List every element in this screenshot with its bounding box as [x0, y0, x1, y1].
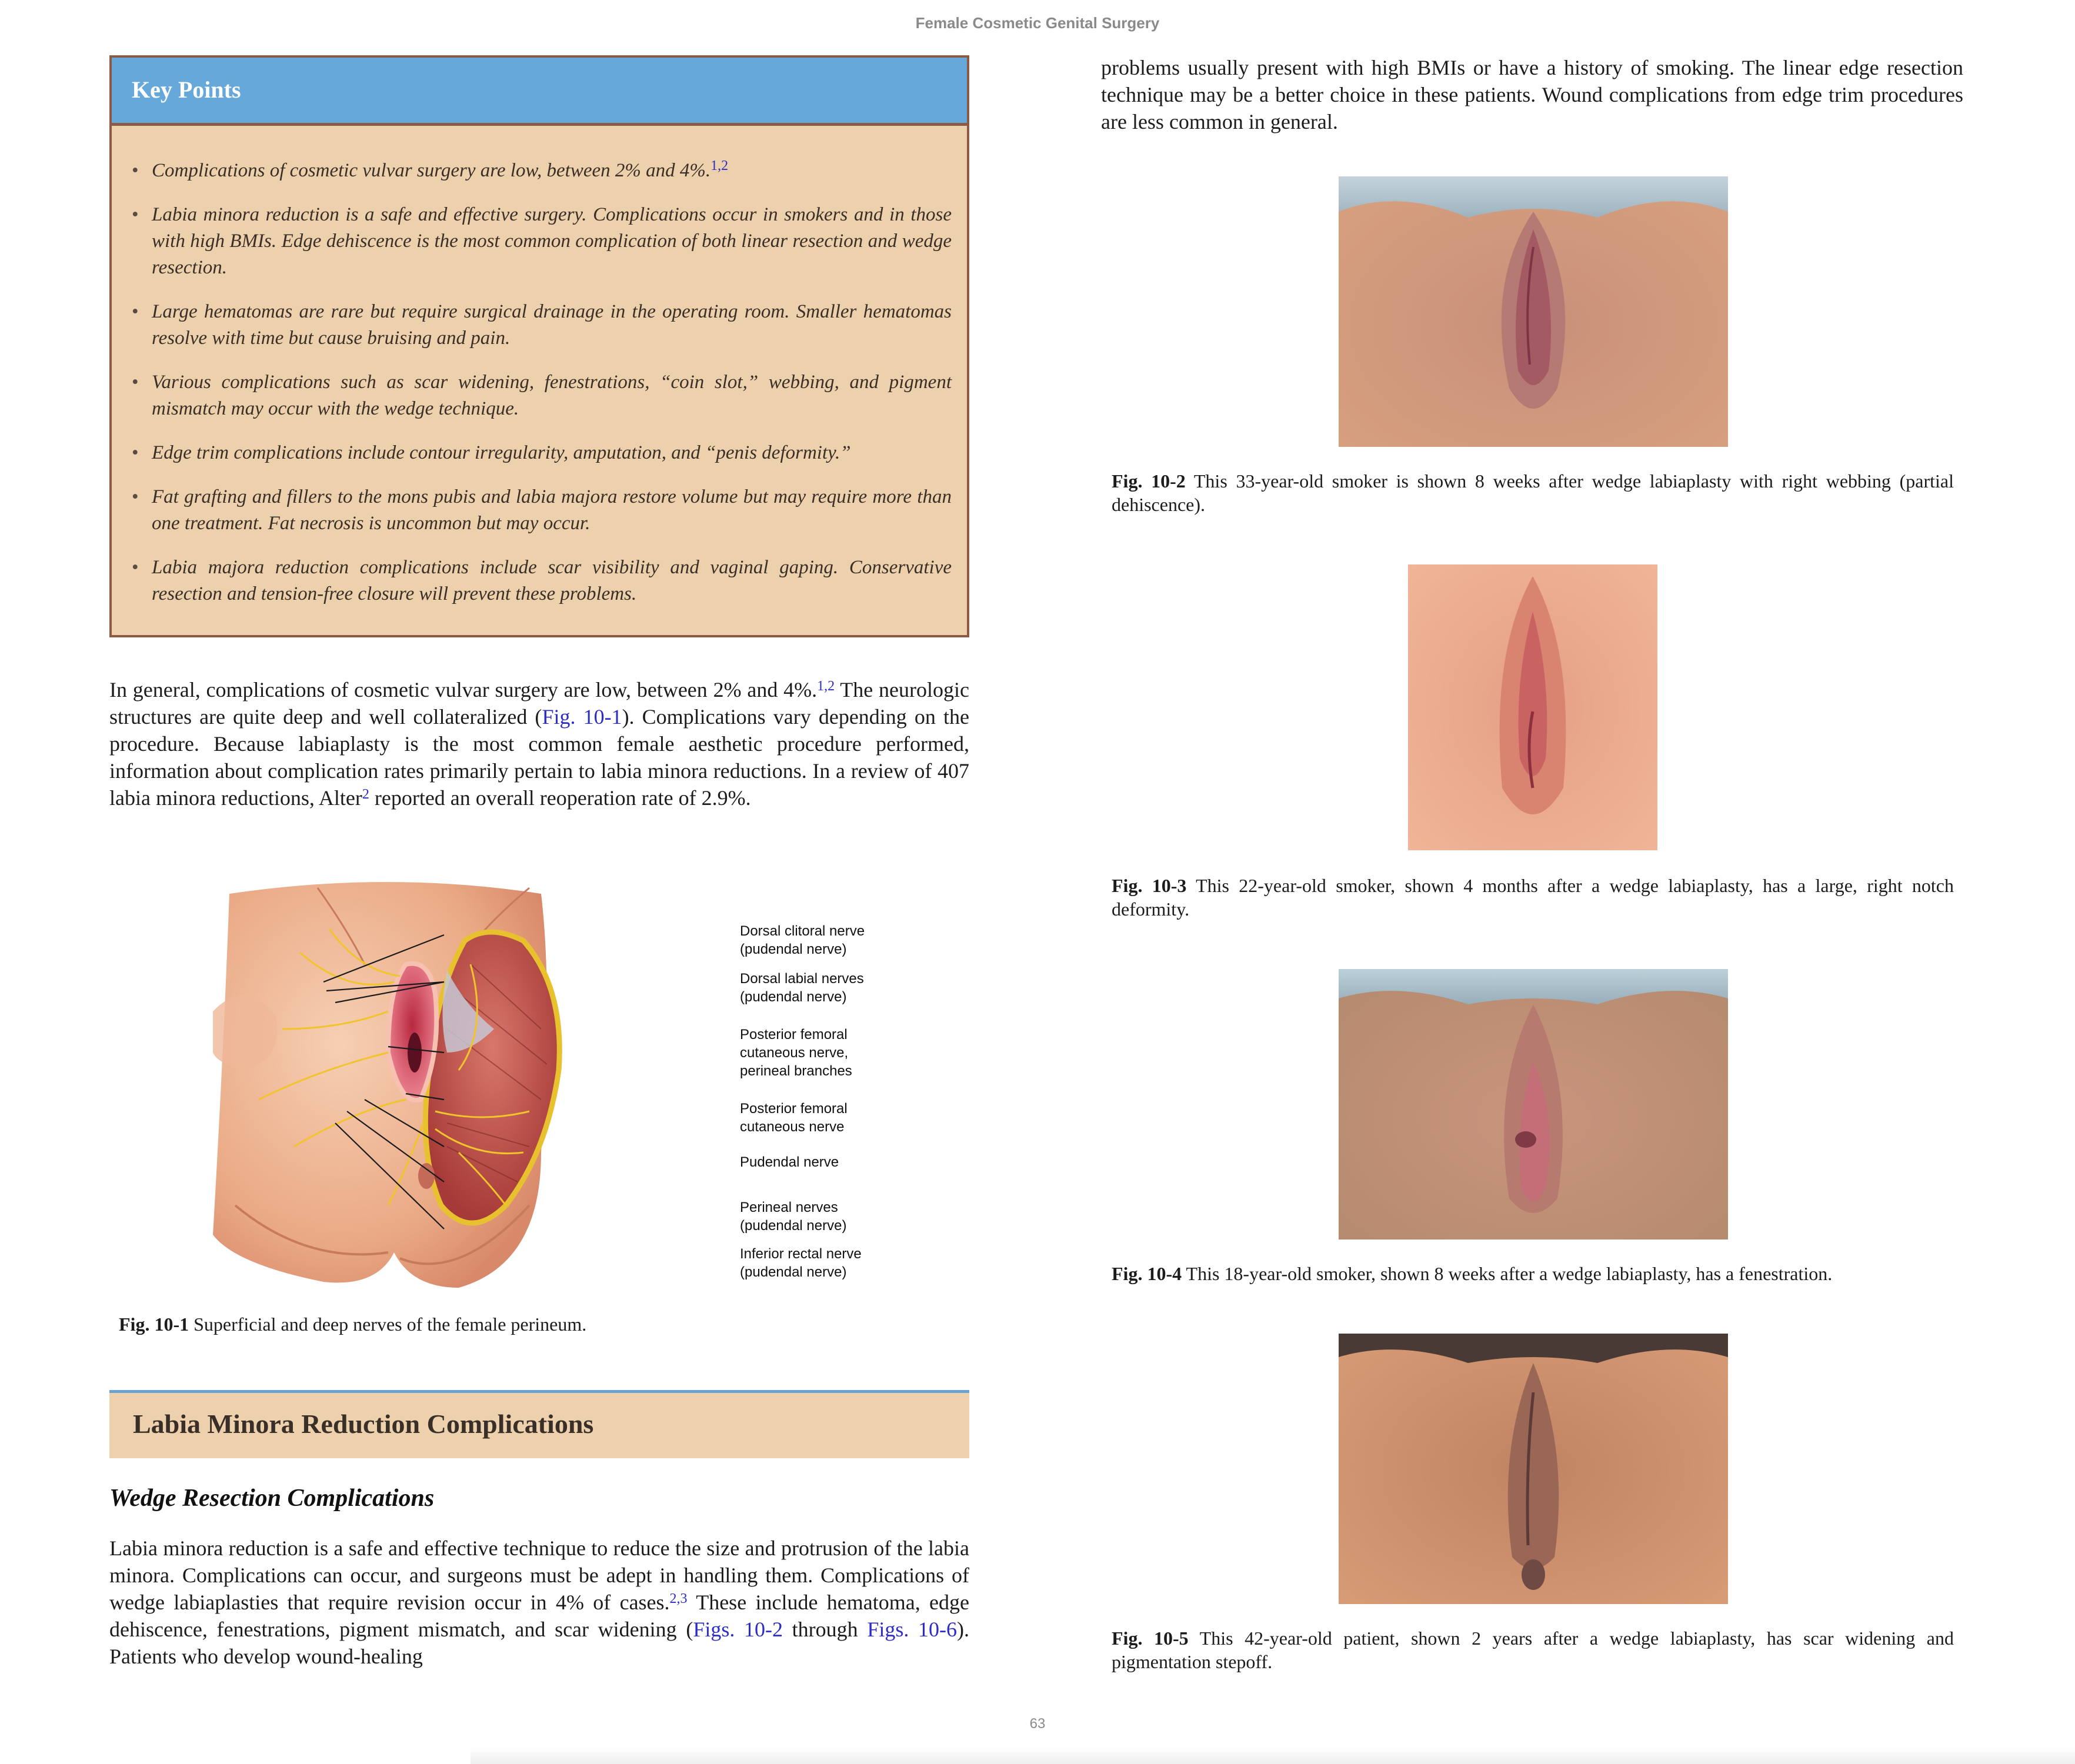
key-point-text: Labia majora reduction complications include scar visibility and vaginal gaping. Conservative resection and tension-free closure will prevent these problems. — [152, 557, 952, 604]
nerve-label: Posterior femoral cutaneous nerve, perineal branches — [740, 1027, 852, 1079]
caption-text: This 42-year-old patient, shown 2 years after a wedge labiaplasty, has scar widening and pigmentation stepoff. — [1112, 1628, 1954, 1672]
key-point-item — [132, 554, 952, 607]
key-point-item — [132, 440, 952, 466]
key-points-title: Key Points — [112, 58, 967, 126]
vaginal-opening — [408, 1033, 422, 1073]
key-point-text: Fat grafting and fillers to the mons pubis and labia majora restore volume but may require more than one treatment. Fat necrosis is uncommon but may occur. — [152, 486, 952, 534]
paragraph-text: through — [783, 1618, 868, 1641]
figure-caption — [1112, 874, 1954, 921]
paragraph-text: ). Patients who develop wound-healing — [109, 1618, 969, 1668]
figure-label: Fig. 10-5 — [1112, 1628, 1189, 1649]
clinical-photo-fig-10-4 — [1339, 969, 1728, 1240]
figure-caption — [1112, 1262, 1954, 1285]
bullet-icon: • — [132, 372, 139, 393]
citation-link[interactable]: 1,2 — [817, 679, 835, 694]
page-number: 63 — [1029, 1716, 1046, 1732]
figure-caption — [119, 1312, 942, 1336]
intro-paragraph — [109, 676, 969, 811]
citation-link[interactable]: 2,3 — [669, 1591, 688, 1606]
intro-text: The neurologic structures are quite deep and well collateralized ( — [109, 678, 969, 729]
key-points-box — [109, 55, 969, 637]
clinical-photo-fig-10-5 — [1339, 1334, 1728, 1604]
figure-link[interactable]: Figs. 10-6 — [867, 1618, 957, 1641]
key-point-item — [132, 369, 952, 422]
key-point-item — [132, 484, 952, 537]
bullet-icon: • — [132, 160, 139, 181]
key-point-item — [132, 158, 952, 184]
citation-link[interactable]: 1,2 — [710, 158, 729, 173]
figure-label: Fig. 10-1 — [119, 1314, 189, 1335]
figure-link[interactable]: Fig. 10-1 — [542, 705, 622, 729]
figure-caption — [1112, 469, 1954, 516]
subsection-title: Wedge Resection Complications — [109, 1485, 435, 1512]
intro-text: reported an overall reoperation rate of 2.9%. — [369, 786, 751, 810]
figure-label: Fig. 10-2 — [1112, 470, 1186, 492]
caption-text: This 33-year-old smoker is shown 8 weeks after wedge labiaplasty with right webbing (partial dehiscence). — [1112, 470, 1954, 515]
page-shadow — [471, 1748, 2075, 1764]
clinical-photo-fig-10-3 — [1408, 564, 1657, 850]
paragraph-text: Labia minora reduction is a safe and effective technique to reduce the size and protrusion of the labia minora. Complications can occur, and surgeons must be adept in handling them. Complications of wedge labiaplasties that require revision occur in 4% of cases. — [109, 1536, 969, 1614]
bullet-icon: • — [132, 301, 139, 322]
nerve-label: Inferior rectal nerve (pudendal nerve) — [740, 1246, 862, 1280]
section-title: Labia Minora Reduction Complications — [133, 1409, 594, 1439]
key-point-text: Labia minora reduction is a safe and effective surgery. Complications occur in smokers and in those with high BMIs. Edge dehiscence is the most common complication of both linear resection and wedge resection. — [152, 204, 952, 278]
bullet-icon: • — [132, 486, 139, 507]
wedge-paragraph — [109, 1535, 969, 1670]
bullet-icon: • — [132, 557, 139, 578]
figure-link[interactable]: Figs. 10-2 — [693, 1618, 783, 1641]
nerve-label: Pudendal nerve — [740, 1154, 839, 1170]
citation-link[interactable]: 2 — [362, 787, 369, 802]
caption-text: This 18-year-old smoker, shown 8 weeks after a wedge labiaplasty, has a fenestration. — [1182, 1263, 1833, 1284]
nerve-label: Perineal nerves (pudendal nerve) — [740, 1200, 847, 1234]
figure-label: Fig. 10-4 — [1112, 1263, 1182, 1284]
intro-text: In general, complications of cosmetic vulvar surgery are low, between 2% and 4%. — [109, 678, 818, 701]
intro-text: ). Complications vary depending on the procedure. Because labiaplasty is the most common female aesthetic procedure performed, information about complication rates primarily pertain to labia minora reductions. In a review of 407 labia minora reductions, Alter — [109, 705, 969, 810]
caption-text: Superficial and deep nerves of the female perineum. — [189, 1314, 587, 1335]
bullet-icon: • — [132, 204, 139, 225]
bullet-icon: • — [132, 442, 139, 463]
anus — [418, 1163, 435, 1189]
section-header — [109, 1390, 969, 1458]
clinical-photo-fig-10-2 — [1339, 176, 1728, 447]
continued-paragraph: problems usually present with high BMIs or have a history of smoking. The linear edge resection technique may be a better choice in these patients. Wound complications from edge trim procedures are less common in general. — [1101, 56, 1963, 133]
key-point-item — [132, 202, 952, 281]
figure-label: Fig. 10-3 — [1112, 875, 1187, 896]
running-header: Female Cosmetic Genital Surgery — [915, 14, 1160, 32]
nerve-label: Dorsal labial nerves (pudendal nerve) — [740, 971, 864, 1005]
key-point-text: Large hematomas are rare but require surgical drainage in the operating room. Smaller hematomas resolve with time but cause bruising and pain. — [152, 301, 952, 349]
key-point-text: Various complications such as scar widening, fenestrations, “coin slot,” webbing, and pigment mismatch may occur with the wedge technique. — [152, 372, 952, 419]
nerve-label: Dorsal clitoral nerve (pudendal nerve) — [740, 923, 865, 957]
figure-caption — [1112, 1626, 1954, 1673]
key-point-text: Complications of cosmetic vulvar surgery are low, between 2% and 4%. — [152, 160, 711, 181]
key-points-list — [112, 126, 967, 607]
caption-text: This 22-year-old smoker, shown 4 months after a wedge labiaplasty, has a large, right notch deformity. — [1112, 875, 1954, 920]
key-point-item — [132, 299, 952, 352]
nerve-label: Posterior femoral cutaneous nerve — [740, 1101, 848, 1135]
key-point-text: Edge trim complications include contour irregularity, amputation, and “penis deformity.” — [152, 442, 851, 463]
paragraph-text: These include hematoma, edge dehiscence, fenestrations, pigment mismatch, and scar widening ( — [109, 1591, 969, 1641]
